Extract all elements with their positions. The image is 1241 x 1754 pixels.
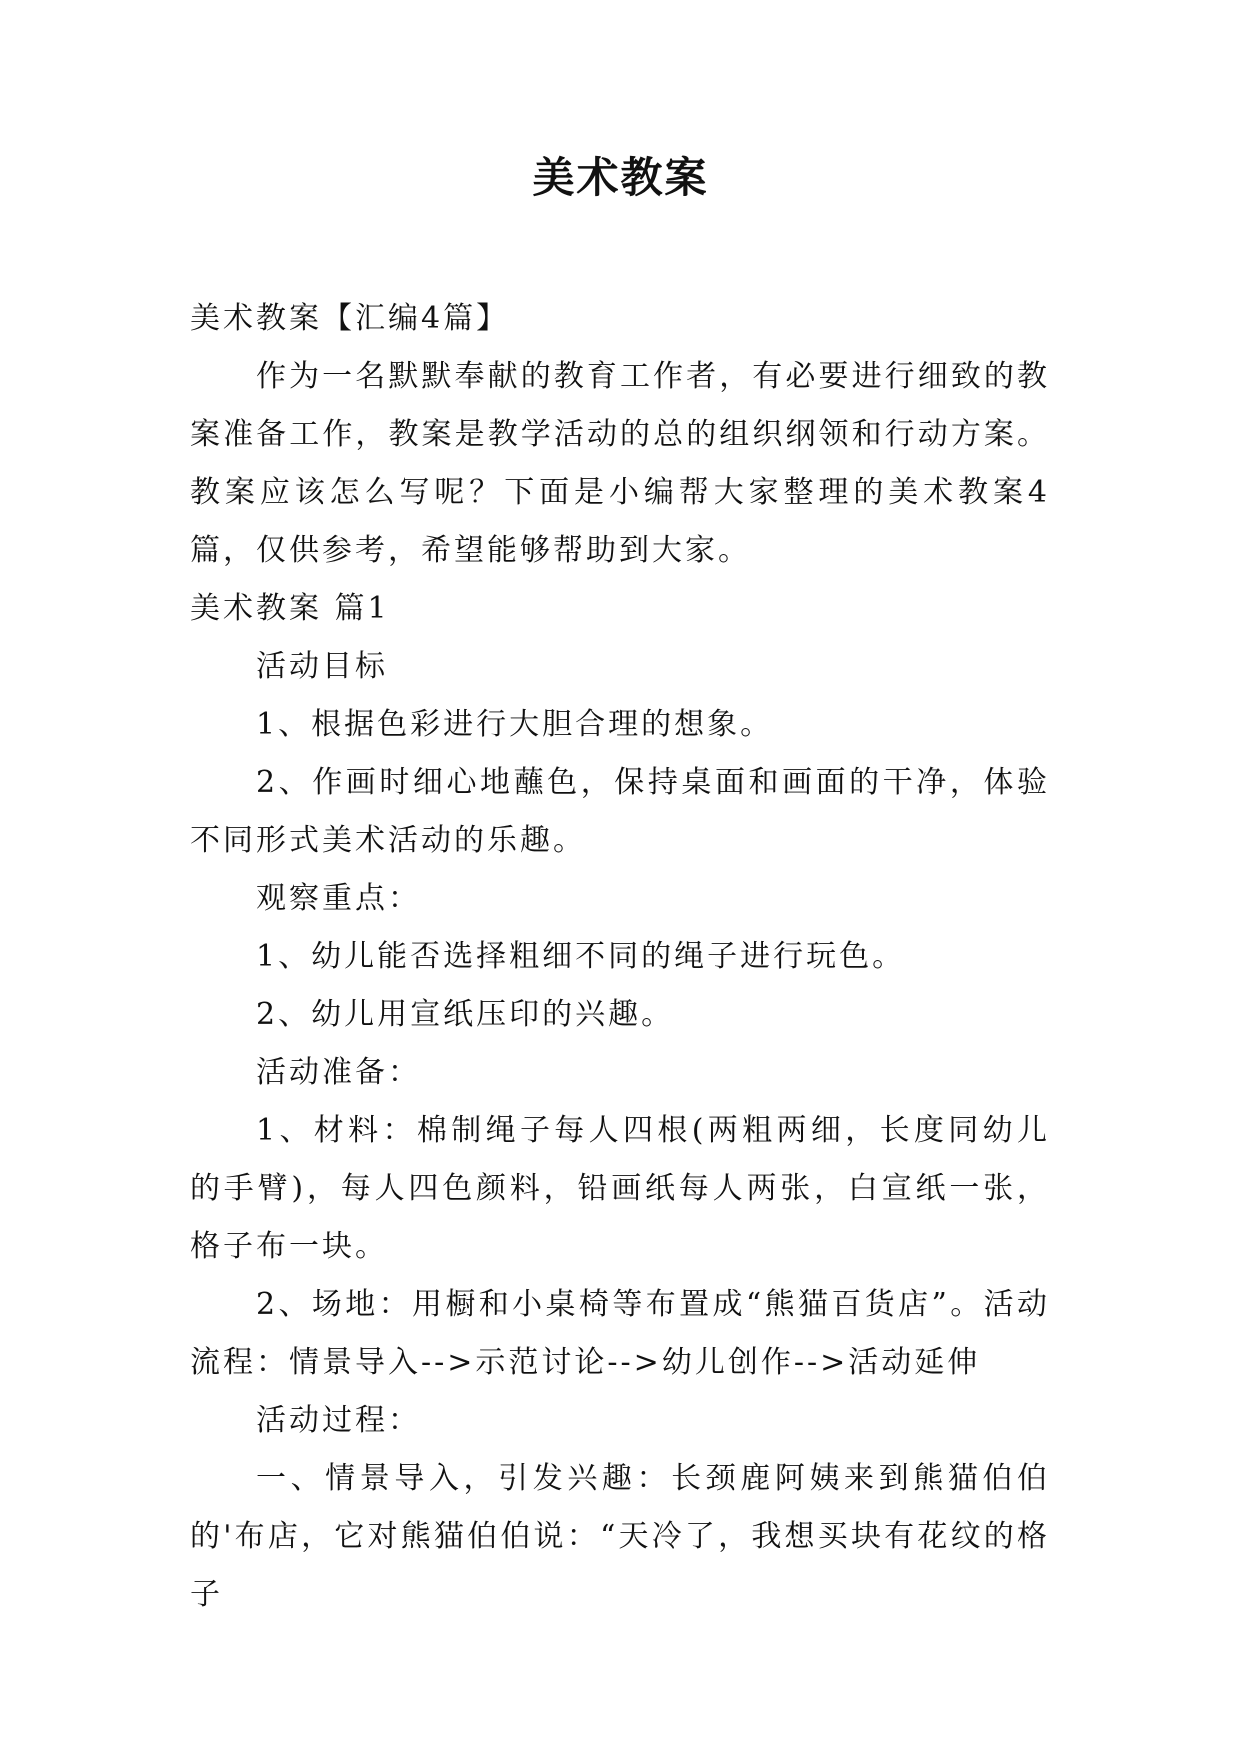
preparation-item: 1、材料：棉制绳子每人四根(两粗两细，长度同幼儿的手臂)，每人四色颜料，铅画纸每人两张，白宣纸一张，格子布一块。 [190,1113,1050,1264]
document-body [190,290,1050,1624]
section-heading-observation: 观察重点： [256,881,421,916]
observation-item: 2、幼儿用宣纸压印的兴趣。 [256,997,675,1032]
intro-paragraph: 作为一名默默奉献的教育工作者，有必要进行细致的教案准备工作，教案是教学活动的总的组织纲领和行动方案。教案应该怎么写呢？下面是小编帮大家整理的美术教案4篇，仅供参考，希望能够帮助到大家。 [190,359,1050,568]
observation-item: 1、幼儿能否选择粗细不同的绳子进行玩色。 [256,939,906,974]
document-title: 美术教案 [532,153,709,202]
preparation-item: 2、场地：用橱和小桌椅等布置成“熊猫百货店”。活动流程：情景导入-->示范讨论-->幼儿创作-->活动延伸 [190,1287,1050,1380]
document-subtitle: 美术教案【汇编4篇】 [190,301,510,336]
goal-item: 1、根据色彩进行大胆合理的想象。 [256,707,774,742]
section-heading-goals: 活动目标 [256,649,388,684]
process-paragraph: 一、情景导入，引发兴趣：长颈鹿阿姨来到熊猫伯伯的'布店，它对熊猫伯伯说：“天冷了，我想买块有花纹的格子 [190,1461,1050,1612]
section-heading-process: 活动过程： [256,1403,421,1438]
section-heading-preparation: 活动准备： [256,1055,421,1090]
goal-item: 2、作画时细心地蘸色，保持桌面和画面的干净，体验不同形式美术活动的乐趣。 [190,765,1050,858]
section-title: 美术教案 篇1 [190,591,390,626]
